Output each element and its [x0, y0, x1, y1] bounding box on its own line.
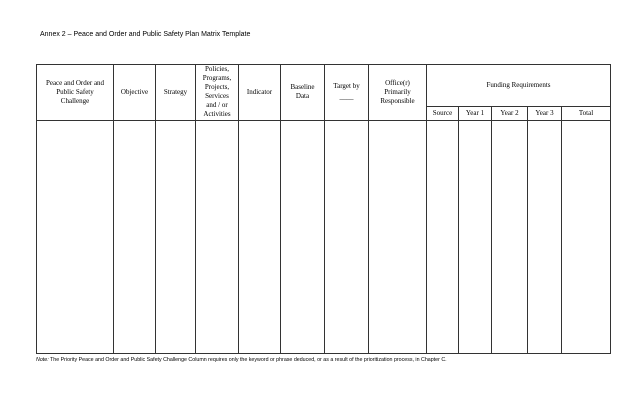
header-indicator: Indicator [239, 65, 281, 121]
cell-year3[interactable] [528, 120, 562, 353]
cell-office[interactable] [369, 120, 427, 353]
footnote [36, 357, 447, 363]
header-source: Source [427, 107, 459, 120]
note-label: Note: [36, 357, 49, 363]
cell-indicator[interactable] [239, 120, 281, 353]
header-office: Office(r) Primarily Responsible [369, 65, 427, 121]
header-year1: Year 1 [459, 107, 492, 120]
cell-year2[interactable] [492, 120, 528, 353]
note-text: The Priority Peace and Order and Public Safety Challenge Column requires only the keyword or phrase deduced, or as a result of the prioritization process, in Chapter C. [48, 357, 447, 363]
target-year-blank: ____ [339, 93, 354, 102]
page-title: Annex 2 – Peace and Order and Public Safety Plan Matrix Template [40, 31, 251, 38]
header-baseline: Baseline Data [281, 65, 325, 121]
cell-objective[interactable] [114, 120, 156, 353]
cell-source[interactable] [427, 120, 459, 353]
cell-strategy[interactable] [156, 120, 196, 353]
cell-total[interactable] [562, 120, 611, 353]
header-funding: Funding Requirements [427, 65, 611, 107]
cell-target[interactable] [325, 120, 369, 353]
header-total: Total [562, 107, 611, 120]
header-ppa: Policies, Programs, Projects, Services and / or Activities [196, 65, 239, 121]
header-target: Target by ____ [325, 65, 369, 121]
header-year2: Year 2 [492, 107, 528, 120]
cell-year1[interactable] [459, 120, 492, 353]
header-challenge: Peace and Order and Public Safety Challenge [37, 65, 114, 121]
header-year3: Year 3 [528, 107, 562, 120]
cell-baseline[interactable] [281, 120, 325, 353]
cell-challenge[interactable] [37, 120, 114, 353]
ppa-matrix-table [36, 64, 611, 354]
table-row [37, 120, 611, 353]
header-strategy: Strategy [156, 65, 196, 121]
header-objective: Objective [114, 65, 156, 121]
cell-ppa[interactable] [196, 120, 239, 353]
